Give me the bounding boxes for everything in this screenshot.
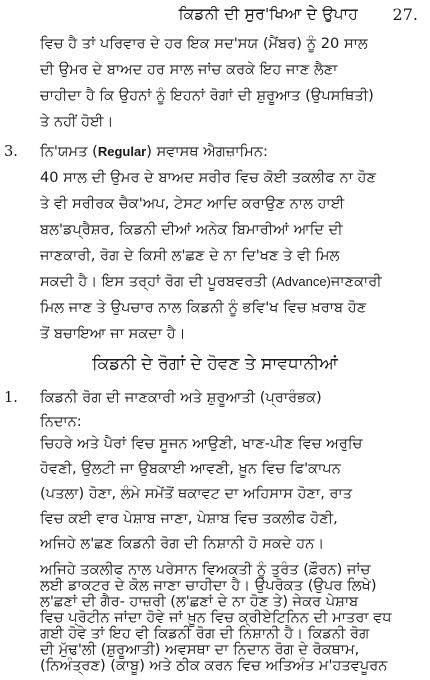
item3-line: 40 ਸਾਲ ਦੀ ਉਮਰ ਦੇ ਬਾਅਦ ਸਰੀਰ ਵਿਚ ਕੋਈ ਤਕਲੀਫ ਨਾ ਹੋਣ <box>40 169 376 186</box>
intro-line: ਤੇ ਨਹੀਂ ਹੋਈ। <box>40 113 114 130</box>
section-heading: ਕਿਡਨੀ ਦੇ ਰੋਗਾਂ ਦੇ ਹੋਵਣ ਤੇ ਸਾਵਧਾਨੀਆਂ <box>92 354 338 374</box>
item3-line-text: ਸਕਦੀ ਹੈ। ਇਸ ਤਰ੍ਹਾਂ ਰੋਗ ਦੀ ਪੂਰਬਵਰਤੀ <box>40 273 272 290</box>
item3-line: ਮਿਲ ਜਾਣ ਤੇ ਉਪਚਾਰ ਨਾਲ ਕਿਡਨੀ ਨੂੰ ਭਵਿ'ਖ ਵਿਚ ਖ਼ਰਾਬ ਹੋਣ <box>40 299 367 316</box>
item3-heading-pre: ਨਿ'ਯਮਤ ( <box>40 143 98 160</box>
item1-number: 1. <box>4 389 18 406</box>
intro-line: ਦੀ ਉਮਰ ਦੇ ਬਾਅਦ ਹਰ ਸਾਲ ਜਾਂਚ ਕਰਕੇ ਇਹ ਜਾਣ ਲੈਣਾ <box>40 61 338 78</box>
item1-para2-line: (ਨਿਅੰਤ੍ਰਣ) (ਕਾਬੂ) ਅਤੇ ਠੀਕ ਕਰਨ ਵਿਚ ਅਤਿਅੰਤ ਮ'ਹਤਵਪੂਰਨ <box>40 657 388 674</box>
item3-line: ਜਾਣਕਾਰੀ, ਰੋਗ ਦੇ ਕਿਸੀ ਲ'ਛਣ ਦੇ ਨਾ ਦਿ'ਖਣ ਤੇ ਵੀ ਮਿਲ <box>40 247 340 264</box>
item3-heading <box>40 142 268 162</box>
intro-line: ਵਿਚ ਹੈ ਤਾਂ ਪਰਿਵਾਰ ਦੇ ਹਰ ਇਕ ਸਦ'ਸਯ (ਮੈਂਬਰ) ਨੂੰ 20 ਸਾਲ <box>40 35 368 52</box>
item3-heading-latin: Regular <box>97 144 147 159</box>
item3-heading-post: ) ਸਵਾਸਥ ਐਗਜ਼ਾਮਿਨ: <box>146 143 268 160</box>
item1-para1-line: (ਪਤਲਾ) ਹੋਣਾ, ਲੰਮੇ ਸਮੇਂਤੋਂ ਥਕਾਵਟ ਦਾ ਅਹਿਸਾਸ ਹੋਣਾ, ਰਾਤ <box>40 485 353 502</box>
item1-para2-line: ਗਈ ਹੋਵੇ ਤਾਂ ਇਹ ਵੀ ਕਿਡਨੀ ਰੋਗ ਦੀ ਨਿਸ਼ਾਨੀ ਹੈ। ਕਿਡਨੀ ਰੋਗ <box>40 625 370 642</box>
item1-para2-line: ਵਿਚ ਪ੍ਰੋਟੀਨ ਜਾਂਦਾ ਹੋਵੇ ਜਾਂ ਖ਼ੂਨ ਵਿਚ ਕ੍ਰੀਏਟਿਨਿਨ ਦੀ ਮਾਤਰਾ ਵਧ <box>40 609 392 626</box>
advance-post: ਜਾਣਕਾਰੀ <box>330 273 382 290</box>
item1-heading-line: ਕਿਡਨੀ ਰੋਗ ਦੀ ਜਾਣਕਾਰੀ ਅਤੇ ਸ਼ੁਰੂਆਤੀ (ਪ੍ਰਾਰੰਭਕ) <box>40 389 322 406</box>
item1-para2-line: ਦੀ ਮੁੱਢ'ਲੀ (ਸ਼ੁਰੂਆਤੀ) ਅਵਸਥਾ ਦਾ ਨਿਦਾਨ ਰੋਗ ਦੇ ਰੋਕਥਾਮ, <box>40 641 360 658</box>
item1-para2-line: ਲ'ਛਣਾਂ ਦੀ ਗੈਰ- ਹਾਜ਼ਰੀ (ਲ'ਛਣਾਂ ਦੇ ਨਾ ਹੋਣ ਤੇ) ਜੇਕਰ ਪੇਸ਼ਾਬ <box>40 593 359 610</box>
item3-line: ਤੋਂ ਬਚਾਇਆ ਜਾ ਸਕਦਾ ਹੈ। <box>40 325 186 342</box>
item1-para1-line: ਚਿਹਰੇ ਅਤੇ ਪੈਰਾਂ ਵਿਚ ਸੂਜਨ ਆਉਣੀ, ਖਾਣ-ਪੀਣ ਵਿਚ ਅਰੁਚਿ <box>40 435 363 452</box>
item1-heading-line: ਨਿਦਾਨ: <box>40 413 82 430</box>
advance-term: (Advance) <box>271 274 331 289</box>
item1-para1-line: ਅਜਿਹੇ ਲ'ਛਣ ਕਿਡਨੀ ਰੋਗ ਦੀ ਨਿਸ਼ਾਨੀ ਹੋ ਸਕਦੇ ਹਨ। <box>40 535 325 552</box>
item1-para2-line: ਲਈ ਡਾਕਟਰ ਦੇ ਕੋਲ ਜਾਣਾ ਚਾਹੀਦਾ ਹੈ। ਉਪਰੋਕਤ (ਉਪਰ ਲਿਖੇ) <box>40 577 377 594</box>
item1-para1-line: ਹੋਵਣੀ, ਉਲਟੀ ਜਾ ਉਬਕਾਈ ਆਵਣੀ, ਖ਼ੂਨ ਵਿਚ ਫਿ'ਕਾਪਨ <box>40 460 341 477</box>
item3-line: ਬਲ'ਡਪ੍ਰੈਸ਼ਰ, ਕਿਡਨੀ ਦੀਆਂ ਅਨੇਕ ਬਿਮਾਰੀਆਂ ਆਦਿ ਦੀ <box>40 221 343 238</box>
intro-line: ਚਾਹੀਦਾ ਹੈ ਕਿ ਉਹਨਾਂ ਨੂੰ ਇਹਨਾਂ ਰੋਗਾਂ ਦੀ ਸ਼ੁਰੂਆਤ (ਉਪਸਥਿਤੀ) <box>40 87 374 104</box>
page-number: 27. <box>392 5 418 24</box>
item3-number: 3. <box>4 143 18 160</box>
item1-para1-line: ਵਿਚ ਕਈ ਵਾਰ ਪੇਸ਼ਾਬ ਜਾਣਾ, ਪੇਸ਼ਾਬ ਵਿਚ ਤਕਲੀਫ ਹੋਣੀ, <box>40 510 338 527</box>
header-title: ਕਿਡਨੀ ਦੀ ਸੁਰ'ਖਿਆ ਦੇ ਉਪਾਹ <box>178 5 358 23</box>
item1-para2-line: ਅਜਿਹੇ ਤਕਲੀਫ ਨਾਲ ਪਰੇਸਾਨ ਵਿਅਕਤੀ ਨੂੰ ਤੁਰੰਤ (ਫ਼ੌਰਨ) ਜਾਂਚ <box>40 561 371 578</box>
item3-line <box>40 272 382 292</box>
running-header <box>0 2 430 28</box>
item3-line: ਤੇ ਵੀ ਸਰੀਰਕ ਚੈਕ'ਅਪ, ਟੇਸਟ ਆਦਿ ਕਰਾਉਣ ਨਾਲ ਹਾਈ <box>40 195 345 212</box>
